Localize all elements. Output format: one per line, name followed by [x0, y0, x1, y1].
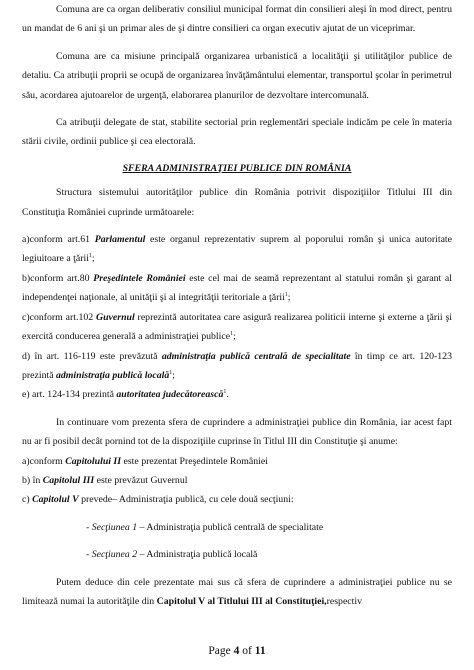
chapter-item-government: b) în Capitolul III este prevăzut Guvernul [22, 474, 188, 486]
chapter-item-president: a)conform Capitolului II este prezentat Preşedintele României [22, 455, 268, 467]
section-item-central: - Secţiunea 1 – Administraţia publică centrală de specialitate [86, 521, 324, 533]
paragraph-commune-organs: Comuna are ca organ deliberativ consiliul municipal format din consilieri aleşi în mod direct, pentru un mandat de 6 ani şi un primar ales de şi dintre consilieri ca organ executiv ajutat de un viceprimar. [22, 4, 452, 35]
paragraph-continuation: In continuare vom prezenta sfera de cuprindere a administraţiei publice din România, iar acest fapt nu ar fi posibil decât pornind tot de la dispoziţiile cuprinse în Titlul III din Constituţie şi anume: [22, 416, 452, 448]
list-item-government: c)conform art.102 Guvernul reprezintă autoritatea care asigură realizarea politicii interne şi externe a ţării şi exercită conducerea generală a administraţiei publice$^1$; [22, 311, 452, 343]
page-content [22, 0, 452, 611]
paragraph-structure-intro: Structura sistemului autorităţilor publice din România potrivit dispoziţiilor Titlului III din Constituţia României cuprinde următoarele: [22, 187, 452, 218]
list-item-judiciary: e) art. 124-134 prezintă autoritatea judecătorească$^1$. [22, 389, 229, 401]
chapter-item-administration: c) Capitolul V prevede– Administraţia publică, cu cele două secţiuni: [22, 494, 294, 506]
total-page-count: 11 [254, 645, 266, 657]
page-number-footer: Page 4 of 11 [208, 645, 266, 657]
section-heading: SFERA ADMINISTRAŢIEI PUBLICE DIN ROMÂNIA [122, 162, 352, 174]
list-item-president: b)conform art.80 Preşedintele României este cel mai de seamă reprezentant al statului român şi garant al independenţei naţionale, al unităţii şi al integrităţii teritoriale a ţării$^1$; [22, 272, 452, 304]
list-item-parliament: a)conform art.61 Parlamentul este organul reprezentativ suprem al poporului român şi unica autoritate legiuitoare a ţării$^1$; [22, 234, 452, 265]
current-page-number: 4 [233, 645, 240, 657]
paragraph-delegated-attributions: Ca atribuţii delegate de stat, stabilite sectorial prin reglementări speciale indicăm pe cele în materia stării civile, ordinii publice şi cea electorală. [22, 117, 452, 148]
section-item-local: - Secţiunea 2 – Administraţia publică locală [86, 549, 258, 561]
list-item-administration: d) în art. 116-119 este prevăzută administraţia publică centrală de specialitate în timp ce art. 120-123 prezintă administraţia publică locală$^1$; [22, 350, 452, 381]
paragraph-conclusion: Putem deduce din cele prezentate mai sus că sfera de cuprindere a administraţiei publice nu se limitează numai la autorităţile din Capitolul V al Titlului III al Constituţiei,respectiv [22, 576, 452, 607]
paragraph-commune-mission: Comuna are ca misiune principală organizarea urbanistică a localităţii şi utilităţilor publice de detaliu. Ca atribuţii proprii se ocupă de organizarea învăţământului elementar, transportul şcolar în perimetrul său, acordarea ajutoarelor de urgenţă, elaborarea planurilor de dezvoltare intercomunală. [22, 50, 452, 101]
